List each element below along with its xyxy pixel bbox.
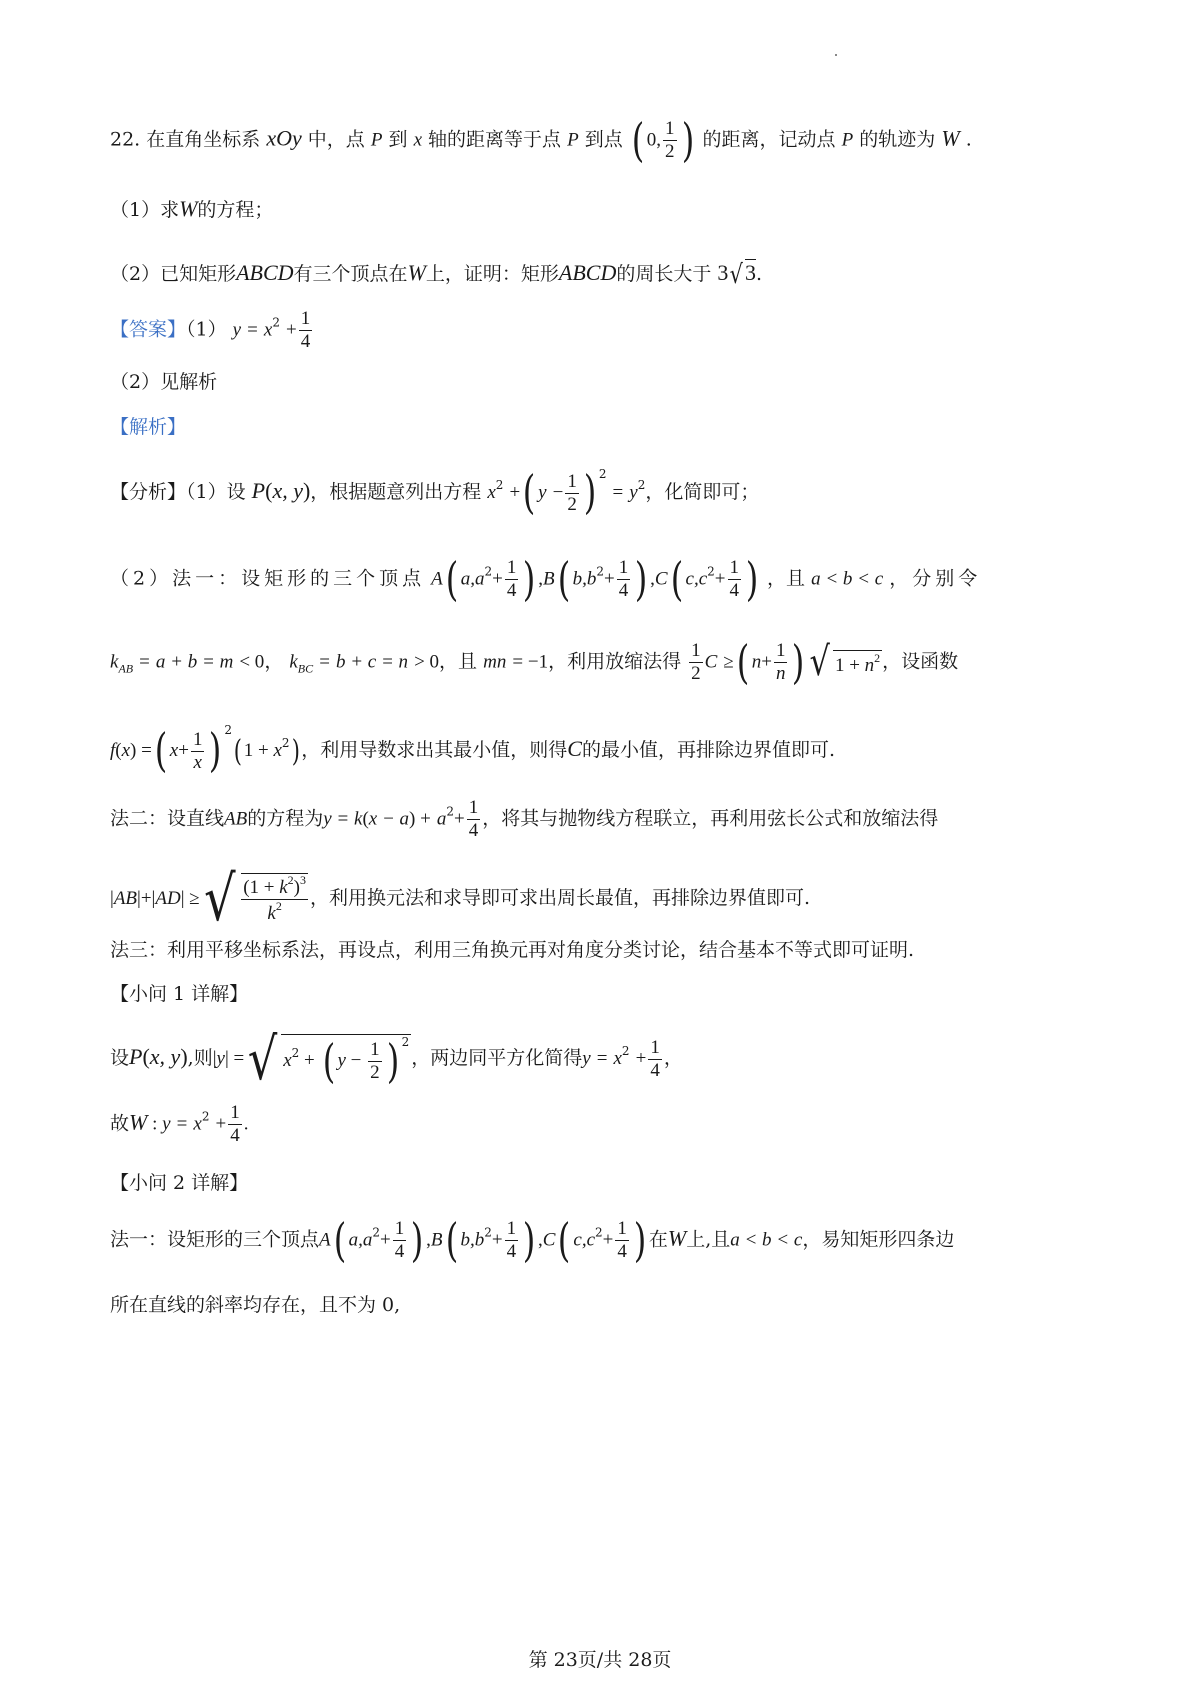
fraction: $\frac{(1 + k^2)^3}{k^2}$ <box>243 873 306 924</box>
fenxi-text: ，且 <box>767 567 806 590</box>
q1-label: 【小问 1 详解】 <box>110 983 249 1005</box>
part-2-text: 上，证明：矩形 <box>425 263 559 285</box>
part-2-text: （2）已知矩形 <box>110 263 237 285</box>
fraction: $\frac{1}{4}$ <box>650 1036 660 1081</box>
part-2: （2）已知矩形ABCD有三个顶点在W上，证明：矩形ABCD的周长大于 3√3. <box>110 260 763 290</box>
fraction: $\frac{1}{4}$ <box>506 557 517 601</box>
fraction: $\frac{1}{2}$ <box>567 470 577 515</box>
analysis-label: 【解析】 <box>110 416 187 438</box>
q2-text: ，易知矩形四条边 <box>802 1228 955 1251</box>
fraction: $\frac{1}{4}$ <box>618 557 629 601</box>
analysis-line-1: 【分析】（1）设 P(x, y)，根据题意列出方程 $x^2$ +( y − $\frac{1}{2}$ ) $^2 = y^2$，化简即可； <box>110 465 760 520</box>
fenxi-label: 【分析】 <box>110 481 187 503</box>
analysis-line-6: |AB|+|AD| ≥√ $\frac{(1 + k^2)^3}{k^2}$ ，利用换元法和求导即可求出周长最值，再排除边界值即可. <box>110 862 811 935</box>
q2-text: 法一：设矩形的三个顶点 <box>110 1228 320 1251</box>
q2-text: 上,且 <box>686 1228 731 1251</box>
stem-text: 轴的距离等于点 <box>428 128 562 151</box>
answer-label: 【答案】 <box>110 318 187 341</box>
analysis-line-4: f(x) =( x+ $\frac{1}{x}$ ) $^2(1 + x^2)$，利用导数求出其最小值，则得C的最小值，再排除边界值即可. <box>110 723 836 778</box>
fraction: $\frac{1}{4}$ <box>729 557 740 601</box>
q1-text: 故 <box>110 1112 130 1135</box>
fenxi-text: ，利用导数求出其最小值，则得 <box>301 739 568 761</box>
fraction: $\frac{1}{4}$ <box>468 797 479 841</box>
fraction: $\frac{1}{4}$ <box>617 1218 627 1262</box>
answer-line: 【答案】（1） $y = x^2$ + $\frac{1}{4}$ <box>110 308 311 352</box>
problem-stem: 22. 在直角坐标系 xOy 中，点 P 到 x 轴的距离等于点 P 到点 ( 0, $\frac{1}{2}$ ) 的距离，记动点 P 的轨迹为 W . <box>110 112 972 167</box>
stem-text: . <box>965 128 972 151</box>
answer-part-2: （2）见解析 <box>110 371 218 393</box>
fenxi-text: ，设函数 <box>882 650 959 673</box>
stem-text: 中，点 <box>307 128 365 151</box>
fenxi-text: ，利用放缩法得 <box>548 650 682 673</box>
speck <box>835 54 837 56</box>
stem-text: 22. 在直角坐标系 <box>110 128 261 151</box>
q2-text: 在 <box>648 1228 668 1251</box>
q2-line-1: 法一：设矩形的三个顶点A( $a,a^2+$ $\frac{1}{4}$ ) ,B( $b,b^2+$ $\frac{1}{4}$ ) ,C( $c,c^2+$ $\frac{1}{4}$ ) 在W上,且a < b < c，易知矩形四条边 <box>110 1212 955 1267</box>
fraction: $\frac{1}{4}$ <box>230 1102 240 1146</box>
fraction: $\frac{1}{4}$ <box>300 308 311 352</box>
part-1: （1）求W的方程； <box>110 196 274 221</box>
fenxi-text: ，且 <box>439 650 478 673</box>
q1-text: ,则 <box>187 1047 213 1069</box>
fenxi-text: ，化简即可； <box>645 481 760 503</box>
analysis-line-3: $k_{AB} = a + b = m < 0$， $k_{BC} = b + c = n > 0$，且 mn = −1，利用放缩法得 $\frac{1}{2}$ C ≥( n+ $\frac{1}{n}$ ) √ $1 + n^2$ ，设函数 <box>110 634 959 689</box>
fraction: $\frac{1}{2}$ <box>370 1038 380 1083</box>
fraction: $\frac{1}{4}$ <box>506 1218 517 1262</box>
fraction: $\frac{1}{x}$ <box>192 728 203 773</box>
q1-line-1: 设P(x, y),则|y| =√ $x^2$ + ( y − $\frac{1}{2}$ ) $^2$，两边同平方化简得$y = x^2$ + $\frac{1}{4}$ ， <box>110 1025 683 1093</box>
analysis-line-2: （2）法一：设矩形的三个顶点 A( $a,a^2+$ $\frac{1}{4}$ ) ,B( $b,b^2+$ $\frac{1}{4}$ ) ,C( $c,c^2+$ $\frac{1}{4}$ ) ，且 a < b < c ，分别令 <box>110 551 982 606</box>
part-1-text: 的方程； <box>197 199 274 221</box>
fenxi-text: 的方程为 <box>247 807 324 830</box>
fraction: $\frac{1}{2}$ <box>665 118 675 162</box>
analysis-line-5: 法二：设直线AB的方程为$y = k(x - a) + a^2+$ $\frac{1}{4}$ ，将其与抛物线方程联立，再利用弦长公式和放缩法得 <box>110 797 939 841</box>
q2-line-2: 所在直线的斜率均存在，且不为 0, <box>110 1294 401 1316</box>
fraction: $\frac{1}{2}$ <box>691 640 701 684</box>
fraction: $\frac{1}{4}$ <box>394 1218 405 1262</box>
q1-text: 设 <box>110 1047 130 1069</box>
part-1-text: （1）求 <box>110 199 180 221</box>
q1-line-2: 故W : $y = x^2$ + $\frac{1}{4}$ . <box>110 1102 249 1146</box>
stem-text: 的轨迹为 <box>859 128 936 151</box>
fenxi-text: ，根据题意列出方程 <box>310 481 482 503</box>
page-footer: 第 23页/共 28页 <box>528 1649 672 1671</box>
fenxi-text: 法二：设直线 <box>110 807 225 830</box>
fenxi-text: ，分别令 <box>889 567 982 590</box>
fenxi-text: （2）法一：设矩形的三个顶点 <box>110 567 426 590</box>
answer-text: （1） <box>186 318 227 341</box>
stem-text: 的距离，记动点 <box>702 128 836 151</box>
analysis-line-7: 法三：利用平移坐标系法，再设点，利用三角换元再对角度分类讨论，结合基本不等式即可证明. <box>110 939 915 961</box>
part-2-text: 有三个顶点在 <box>293 263 408 285</box>
q2-label: 【小问 2 详解】 <box>110 1172 249 1194</box>
fenxi-text: ，利用换元法和求导即可求出周长最值，再排除边界值即可. <box>310 887 811 909</box>
fenxi-text: 的最小值，再排除边界值即可. <box>581 739 836 761</box>
fenxi-text: （1）设 <box>186 481 246 503</box>
q1-text: ，两边同平方化简得 <box>411 1047 583 1069</box>
stem-text: 到点 <box>584 128 623 151</box>
fraction: $\frac{1}{n}$ <box>775 640 786 684</box>
fenxi-text: ，将其与抛物线方程联立，再利用弦长公式和放缩法得 <box>482 807 939 830</box>
q1-text: ， <box>663 1047 683 1069</box>
part-2-text: 的周长大于 <box>616 263 712 285</box>
stem-text: 到 <box>388 128 408 151</box>
